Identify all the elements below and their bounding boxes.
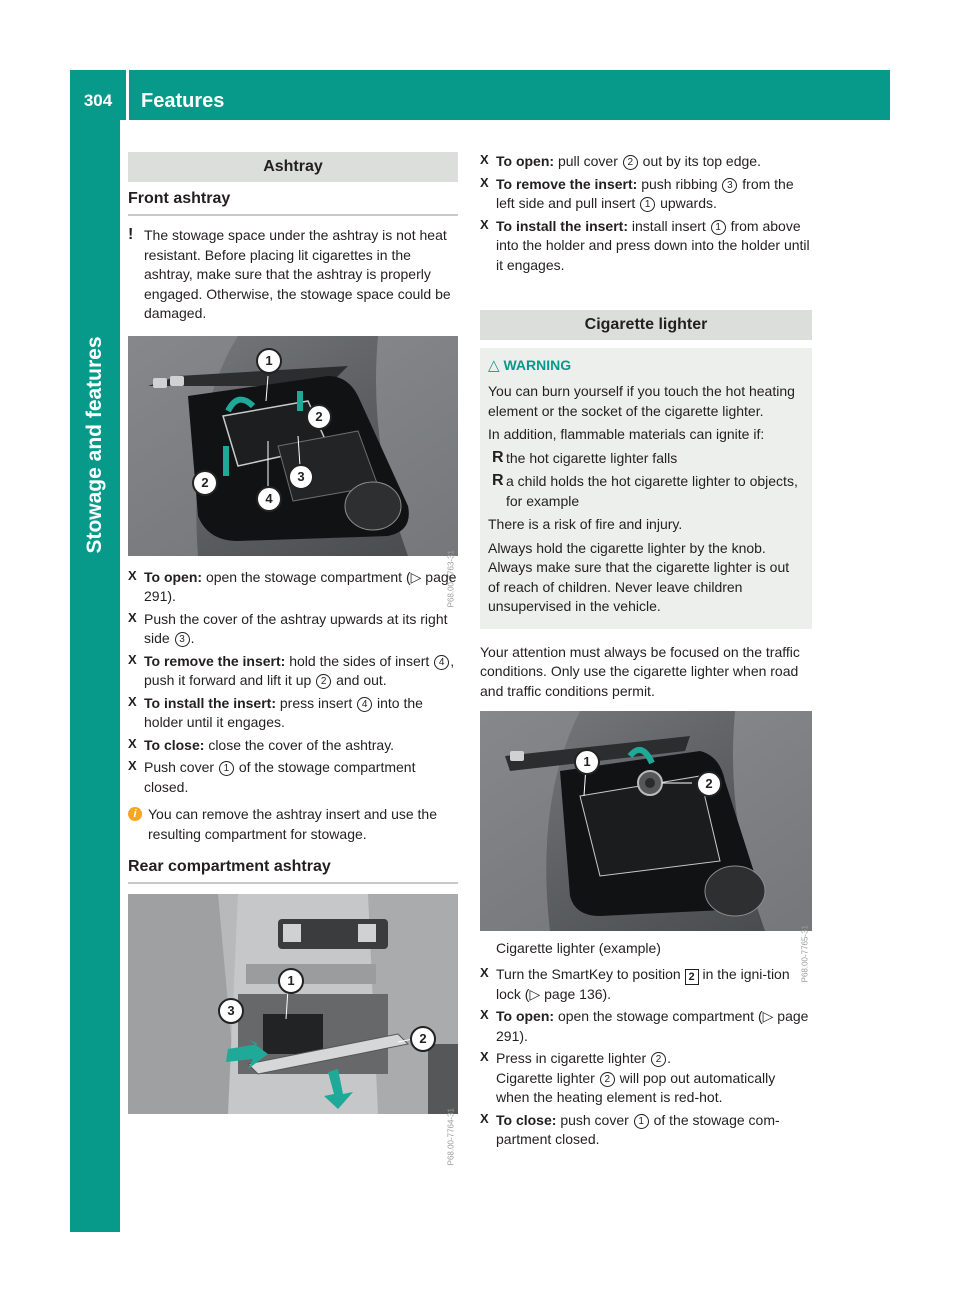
step-close: X To close: close the cover of the ashtray. bbox=[128, 735, 395, 753]
attention-text: Your attention must always be focused on the traffic conditions. Only use the cigarette lighter when road and traffic conditions permit. bbox=[480, 643, 800, 699]
arrow-icon: X bbox=[480, 1110, 489, 1126]
page-ref-icon: ▷ bbox=[410, 568, 422, 585]
section-title-cigarette-lighter: Cigarette lighter bbox=[480, 310, 812, 340]
heading-front-ashtray: Front ashtray bbox=[128, 190, 458, 216]
info-icon: i bbox=[128, 807, 142, 821]
step-push: X Push the cover of the ashtray upwards at its right side 3 . bbox=[128, 609, 448, 646]
step-press-lighter: X Press in cigarette lighter 2 . Cigarette lighter 2 will pop out automatically when the heating element is red-hot. bbox=[480, 1049, 776, 1105]
callout-1: 1 bbox=[574, 749, 600, 775]
chapter-marker bbox=[70, 1180, 120, 1232]
caution-text: The stowage space under the ashtray is not heat resistant. Before placing lit cigarettes in the ashtray, make sure that the ashtray is properly engaged. Otherwise, the stowage space could be damaged. bbox=[144, 227, 451, 321]
warning-heading: △ WARNING bbox=[488, 357, 572, 374]
cigarette-lighter-illustration bbox=[480, 711, 812, 931]
callout-2: 2 bbox=[410, 1026, 436, 1052]
rear-ashtray-figure bbox=[128, 894, 458, 1166]
step-open: X To open: open the stowage compartment (▷ page 291). bbox=[480, 1007, 809, 1044]
callout-2: 2 bbox=[192, 470, 218, 496]
step-push-cover: X Push cover 1 of the stowage compartment closed. bbox=[128, 758, 416, 795]
arrow-icon: X bbox=[128, 651, 137, 667]
chapter-title-vertical bbox=[70, 120, 120, 770]
page-number: 304 bbox=[83, 91, 113, 110]
step-turn-key: X Turn the SmartKey to position 2 in the igni-tion lock (▷ page 136). bbox=[480, 964, 790, 1002]
list-item: R a child holds the hot cigarette lighter to objects, for example bbox=[492, 472, 798, 509]
exclamation-icon: ! bbox=[128, 226, 134, 243]
rear-step-install: X To install the insert: install insert 1 from above into the holder and press down into the holder until it engages. bbox=[480, 216, 810, 273]
rear-step-remove: X To remove the insert: push ribbing 3 from the left side and pull insert 1 upwards. bbox=[480, 174, 794, 211]
info-note: i You can remove the ashtray insert and use the resulting compartment for stowage. bbox=[128, 805, 458, 844]
heading-rear-ashtray: Rear compartment ashtray bbox=[128, 858, 458, 884]
list-item: R the hot cigarette lighter falls bbox=[492, 448, 678, 466]
figure-code: P68.00-7765-31 bbox=[800, 925, 809, 983]
callout-3: 3 bbox=[288, 464, 314, 490]
step-open: X To open: open the stowage compartment (▷ page 291). bbox=[128, 567, 457, 604]
arrow-icon: X bbox=[480, 1007, 489, 1022]
callout-1: 1 bbox=[256, 348, 282, 374]
left-column bbox=[128, 152, 458, 1166]
callout-1: 1 bbox=[278, 968, 304, 994]
rear-step-open: X To open: pull cover 2 out by its top edge. bbox=[480, 152, 761, 169]
arrow-icon: X bbox=[480, 216, 489, 232]
warning-box: △ WARNING You can burn yourself if you touch the hot heating element or the socket of the cigarette lighter. In addition, flammable materials can ignite if: R the hot cigarette lighter falls R a child holds the hot cigarette lighter to objects, for example There is a risk of fire and injury. Always hold the cigarette lighter by the knob. Always make sure that the cigarette lighter is out of reach of children. Never leave children unsupervised in the vehicle. bbox=[480, 348, 812, 629]
arrow-icon: X bbox=[480, 1049, 489, 1064]
arrow-icon: X bbox=[128, 609, 137, 625]
step-close: X To close: push cover 1 of the stowage com-partment closed. bbox=[480, 1110, 780, 1147]
callout-2: 2 bbox=[696, 771, 722, 797]
step-install: X To install the insert: press insert 4 into the holder until it engages. bbox=[128, 693, 423, 730]
header-divider bbox=[126, 70, 129, 120]
page-ref-icon: ▷ bbox=[762, 1008, 774, 1024]
chapter-title: Stowage and features bbox=[83, 336, 106, 554]
step-remove: X To remove the insert: hold the sides of insert 4 , push it forward and lift it up 2 and out. bbox=[128, 651, 455, 688]
callout-4: 4 bbox=[256, 486, 282, 512]
callout-3: 3 bbox=[218, 998, 244, 1024]
arrow-icon: X bbox=[480, 174, 489, 190]
arrow-icon: X bbox=[128, 735, 137, 751]
warning-triangle-icon: △ bbox=[488, 357, 500, 374]
right-column bbox=[480, 152, 812, 1153]
page-title: Features bbox=[141, 90, 225, 112]
callout-2: 2 bbox=[306, 404, 332, 430]
section-title-ashtray: Ashtray bbox=[128, 152, 458, 182]
front-ashtray-illustration bbox=[128, 336, 458, 556]
arrow-icon: X bbox=[128, 693, 137, 709]
caution-note bbox=[128, 226, 458, 324]
arrow-icon: X bbox=[480, 964, 489, 980]
page-ref-icon: ▷ bbox=[529, 985, 541, 1002]
figure-code: P68.00-7764-31 bbox=[446, 1108, 455, 1166]
arrow-icon: X bbox=[128, 758, 137, 773]
figure-caption: Cigarette lighter (example) bbox=[496, 940, 661, 956]
arrow-icon: X bbox=[480, 152, 489, 167]
arrow-icon: X bbox=[128, 567, 137, 583]
figure-code: P68.00-7763-31 bbox=[446, 549, 455, 607]
rear-ashtray-illustration bbox=[128, 894, 458, 1114]
